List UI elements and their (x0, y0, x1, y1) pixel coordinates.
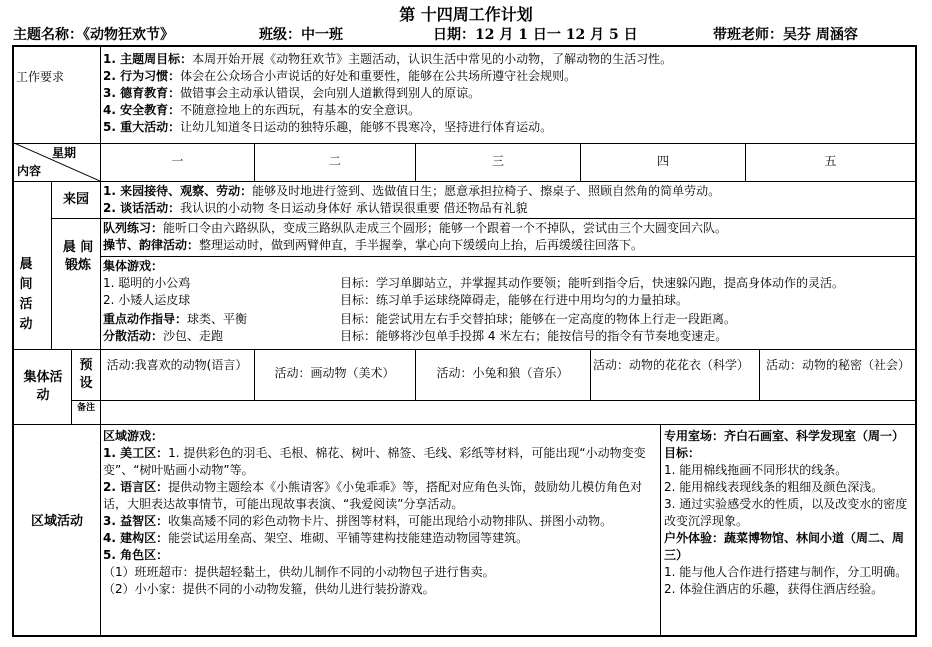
teacher-label: 带班老师： (713, 27, 783, 43)
arrival-label: 来园 (62, 192, 89, 207)
arrival-content (103, 183, 913, 217)
theme-info (13, 26, 174, 44)
theme-value: 《动物狂欢节》 (83, 27, 174, 43)
divider (71, 400, 915, 401)
work-req-item: 4. 安全教育：不随意捡地上的东西玩，有基本的安全意识。 (103, 103, 421, 117)
plan-table (12, 45, 917, 637)
area-title: 区域游戏： (103, 429, 164, 443)
area-item: 1. 美工区：1. 提供彩色的羽毛、毛根、棉花、树叶、棉签、毛线、彩纸等材料，可能出现“小动物变变变”、“树叶贴画小动物”等。 (103, 446, 646, 477)
class-value: 中一班 (301, 27, 343, 43)
area-item: 4. 建构区：能尝试运用垒高、架空、堆砌、平铺等建构技能建造动物园等建筑。 (103, 531, 529, 545)
morning-label: 晨间活动 (19, 257, 33, 332)
divider (100, 256, 915, 257)
preset-label: 预设 (79, 358, 93, 391)
date-label: 日期： (433, 27, 475, 43)
role-item: （1）班班超市：提供超轻黏土，供幼儿制作不同的小动物包子进行售卖。 (103, 565, 495, 579)
queue-practice: 队列练习：能听口令由六路纵队，变成三路纵队走成三个圆形；能够一个跟着一个不掉队，尝试由三个大圆变回六队。 (103, 221, 728, 235)
goals-title: 目标： (664, 446, 701, 460)
divider (660, 424, 661, 635)
focus-guidance: 重点动作指导：球类、平衡 目标：能尝试用左右手交替拍球；能够在一定高度的物体上行走一段距离。 (103, 312, 737, 326)
area-label: 区域活动 (30, 514, 83, 529)
collective-label: 集体活动 (23, 370, 63, 403)
day-mon: 一 (171, 154, 184, 168)
corner-weekday-label: 星期 (52, 146, 77, 160)
area-item: 2. 语言区：提供动物主题绘本《小熊请客》《小兔乖乖》等，搭配对应角色头饰，鼓励幼儿模仿角色对话，大胆表达故事情节，可能出现故事表演、“我爱阅读”分享活动。 (103, 480, 643, 511)
page-title: 第 十四周工作计划 (399, 5, 533, 24)
work-req-item: 1. 主题周目标：本周开始开展《动物狂欢节》主题活动，认识生活中常见的小动物，了解动物的生活习性。 (103, 52, 673, 66)
activity-mon: 活动:我喜欢的动物(语言） (106, 358, 248, 372)
divider (254, 349, 255, 400)
area-item: 5. 角色区： (103, 548, 169, 562)
divider (590, 349, 591, 400)
divider (415, 349, 416, 400)
rhythm-activity: 操节、韵律活动：整理运动时，做到两臂伸直，手半握拳，掌心向下缓缓向上抬，后再缓缓往回落下。 (103, 238, 644, 252)
work-req-label: 工作要求 (16, 70, 65, 84)
goal-item: 2. 能用棉线表现线条的粗细及颜色深浅。 (664, 480, 884, 494)
outdoor-goal: 1. 能与他人合作进行搭建与制作，分工明确。 (664, 565, 908, 579)
activity-wed: 活动：小兔和狼（音乐） (436, 366, 569, 380)
work-req-list (103, 51, 913, 136)
divider (14, 424, 915, 425)
exercise-top (103, 220, 913, 254)
outdoor-goal: 2. 体验住酒店的乐趣，获得住酒店经验。 (664, 582, 884, 596)
outdoor-title: 户外体验：蔬菜博物馆、林间小道（周二、周三） (664, 531, 905, 562)
area-content (103, 428, 658, 598)
exercise-label: 晨 间锻炼 (62, 240, 94, 273)
special-room-title: 专用室场：齐白石画室、科学发现室（周一） (664, 429, 905, 443)
day-fri: 五 (824, 154, 837, 168)
exercise-games (103, 258, 913, 348)
divider (14, 349, 915, 350)
date-value: 12 月 1 日一 12 月 5 日 (475, 27, 638, 43)
arrival-item: 1. 来园接待、观察、劳动：能够及时地进行签到、选做值日生；愿意承担拉椅子、擦桌子、照顾自然角的简单劳动。 (103, 184, 721, 198)
divider (51, 218, 915, 219)
divider (759, 349, 760, 400)
goal-item: 3. 通过实验感受水的性质，以及改变水的密度改变沉浮现象。 (664, 497, 908, 528)
activity-fri: 活动：动物的秘密（社会） (765, 358, 910, 372)
note-label: 备注 (76, 403, 95, 413)
game-item: 2. 小矮人运皮球 目标：练习单手运球绕障碍走，能够在行进中用均匀的力量拍球。 (103, 293, 689, 307)
day-thu: 四 (656, 154, 669, 168)
activity-tue: 活动：画动物（美术） (274, 366, 395, 380)
group-activity: 分散活动：沙包、走跑 目标：能够将沙包单手投掷 4 米左右；能按信号的指令有节奏地变速走。 (103, 329, 728, 343)
game-item: 1. 聪明的小公鸡 目标：学习单脚站立，并掌握其动作要领；能听到指令后，快速躲闪跑，提高身体动作的灵活。 (103, 276, 845, 290)
teacher-value: 吴芬 周涵容 (783, 27, 858, 43)
work-req-item: 5. 重大活动：让幼儿知道冬日运动的独特乐趣，能够不畏寒冷，坚持进行体育运动。 (103, 120, 553, 134)
date-info (433, 26, 638, 44)
games-title: 集体游戏： (103, 259, 164, 273)
class-info (259, 26, 343, 44)
class-label: 班级： (259, 27, 301, 43)
work-req-item: 2. 行为习惯：体会在公众场合小声说话的好处和重要性，能够在公共场所遵守社会规则。 (103, 69, 577, 83)
divider (71, 349, 72, 424)
divider (14, 181, 915, 182)
day-tue: 二 (328, 154, 341, 168)
divider (14, 143, 915, 144)
area-item: 3. 益智区：收集高矮不同的彩色动物卡片、拼图等材料，可能出现给小动物排队、拼图小动物。 (103, 514, 613, 528)
day-wed: 三 (491, 154, 504, 168)
corner-content-label: 内容 (17, 164, 42, 178)
arrival-item: 2. 谈话活动：我认识的小动物 冬日运动身体好 承认错误很重要 借还物品有礼貌 (103, 201, 528, 215)
work-req-item: 3. 德育教育：做错事会主动承认错误，会向别人道歉得到别人的原谅。 (103, 86, 481, 100)
role-item: （2）小小家：提供不同的小动物发箍，供幼儿进行装扮游戏。 (103, 582, 435, 596)
theme-label: 主题名称： (13, 27, 83, 43)
teacher-info (713, 26, 858, 44)
activity-thu: 活动：动物的花花衣（科学） (593, 358, 750, 372)
area-side (664, 428, 913, 598)
goal-item: 1. 能用棉线拖画不同形状的线条。 (664, 463, 848, 477)
divider (100, 47, 101, 635)
